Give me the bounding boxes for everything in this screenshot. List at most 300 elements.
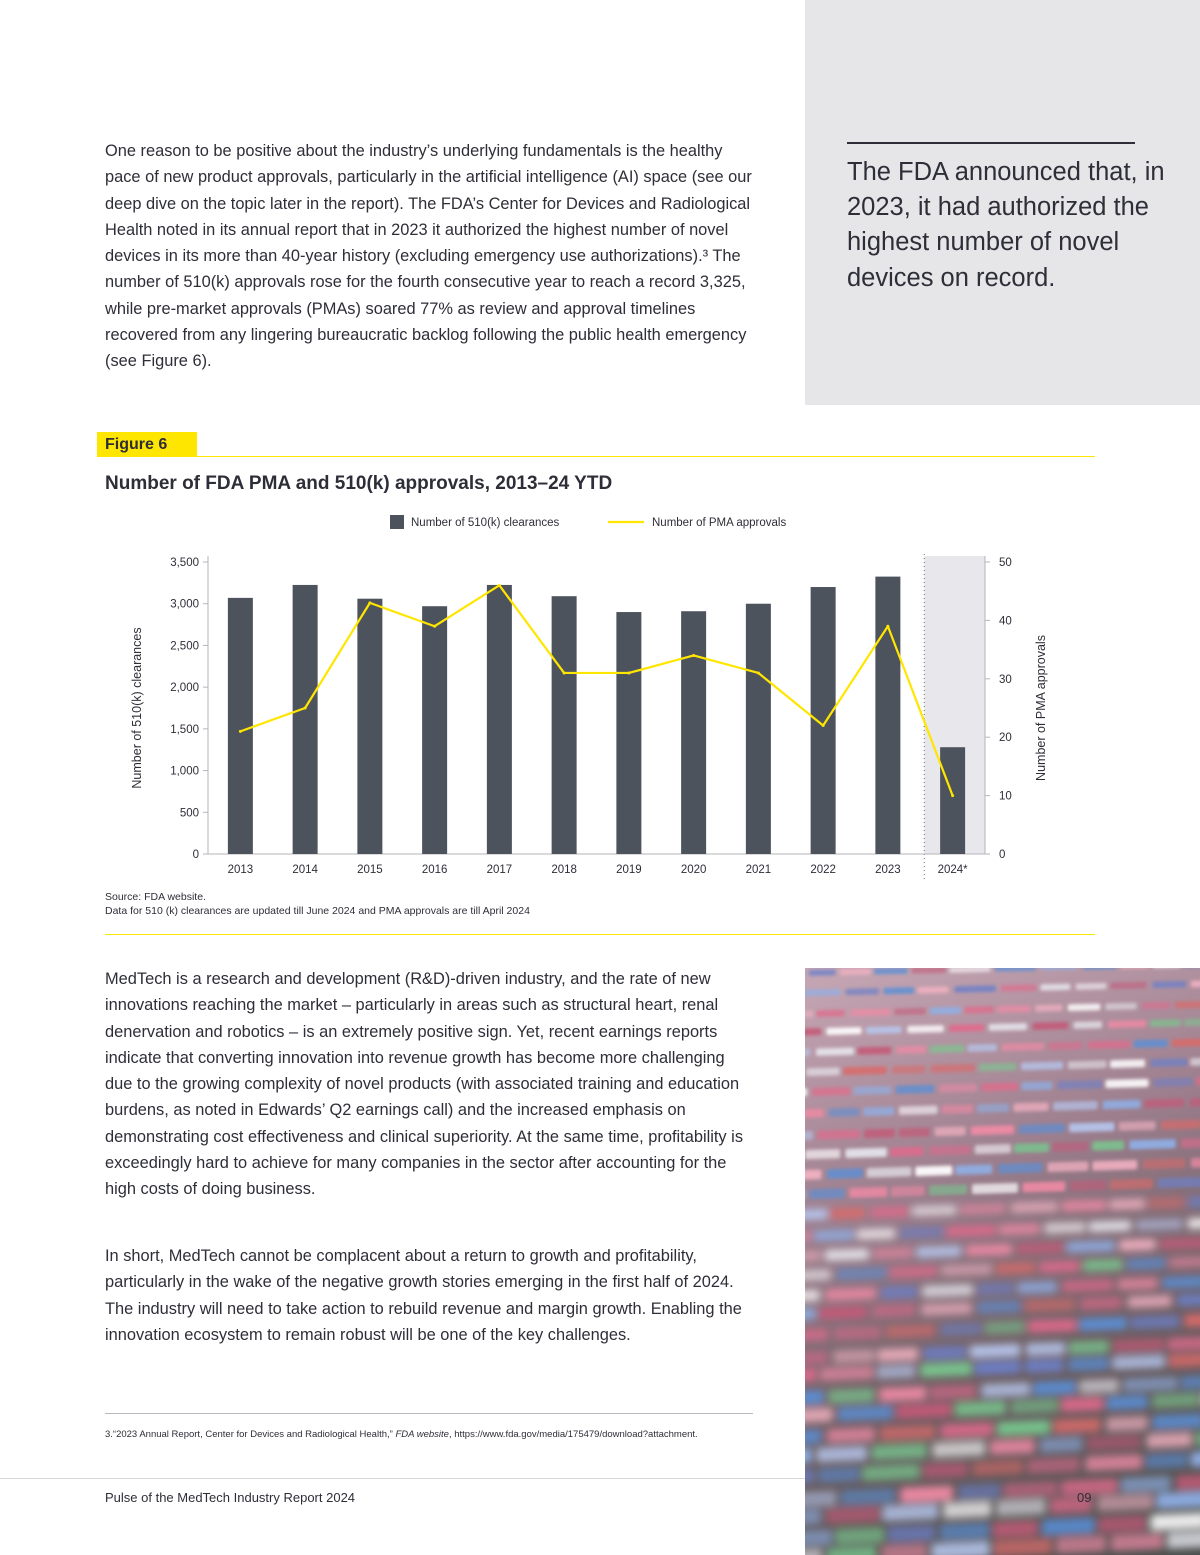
gel-band	[1191, 1157, 1200, 1168]
gel-band	[1011, 1398, 1058, 1414]
gel-band	[806, 1067, 839, 1076]
intro-paragraph: One reason to be positive about the industry’s underlying fundamentals is the healthy pace of new product approvals, particularly in the artificial intelligence (AI) space (see our deep dive on the topic later in the report). The FDA’s Center for Devices and Radiological Health noted in its annual report that in 2023 it authorized the highest number of novel devices in its more than 40-year history (excluding emergency use authorizations).³ The number of 510(k) approvals rose for the fourth consecutive year to reach a record 3,325, while pre-market approvals (PMAs) soared 77% as review and approval timelines recovered from any lingering bureaucratic backlog following the public health emergency (see Figure 6).	[105, 142, 752, 371]
summary-paragraph: In short, MedTech cannot be complacent about a return to growth and profitability, particularly in the wake of the negative growth stories emerging in the first half of 2024. The industry will need to take action to rebuild revenue and margin growth. Enabling the innovation ecosystem to remain robust will be one of the key challenges.	[105, 1247, 742, 1344]
gel-band	[845, 988, 879, 995]
gel-band	[873, 1247, 912, 1259]
gel-band	[929, 1145, 971, 1155]
gel-band	[805, 1289, 819, 1302]
footer-rule	[0, 1478, 805, 1479]
gel-band	[857, 1228, 894, 1240]
gel-band	[975, 1144, 1011, 1154]
pma-point-2014	[304, 707, 307, 710]
gel-band	[1013, 1102, 1048, 1111]
gel-band	[877, 1364, 915, 1378]
gel-band	[816, 1047, 854, 1055]
gel-band	[805, 1328, 828, 1342]
gel-band	[805, 1368, 817, 1383]
gel-band	[1068, 1060, 1107, 1069]
gel-band	[805, 1231, 811, 1243]
gel-band	[1032, 1022, 1068, 1030]
gel-band	[827, 1168, 863, 1179]
pma-point-2021	[757, 671, 760, 674]
approvals-chart	[105, 505, 1095, 885]
gel-band	[836, 1267, 887, 1280]
pma-point-2022	[822, 724, 825, 727]
gel-band	[849, 1187, 887, 1198]
gel-band	[1103, 1100, 1141, 1110]
gel-band	[982, 1382, 1030, 1397]
gel-band	[1156, 1491, 1200, 1509]
gel-band	[1083, 1259, 1122, 1272]
left-tick-label: 1,500	[170, 723, 199, 736]
gel-band	[1142, 1002, 1171, 1009]
gel-band	[805, 1468, 814, 1485]
gel-band	[931, 1541, 989, 1555]
right-tick-label: 30	[999, 673, 1012, 686]
page-number: 09	[1077, 1490, 1092, 1505]
gel-band	[923, 1462, 968, 1479]
gel-band	[930, 1007, 961, 1014]
bar-510k-2020	[681, 611, 706, 854]
gel-band	[1014, 1143, 1049, 1153]
gel-band	[997, 1420, 1050, 1436]
gel-band	[930, 1384, 976, 1399]
gel-band	[1128, 1295, 1172, 1309]
gel-band	[1168, 1336, 1200, 1350]
gel-band	[1185, 1313, 1200, 1327]
gel-band	[1169, 1256, 1200, 1269]
gel-band	[955, 1401, 1005, 1417]
gel-band	[947, 1225, 996, 1237]
gel-band	[894, 1008, 926, 1015]
gel-band	[1181, 1138, 1200, 1148]
x-tick-label: 2024*	[937, 864, 968, 876]
gel-band	[979, 1063, 1017, 1072]
pma-point-2024	[951, 794, 954, 797]
gel-band	[1177, 1293, 1200, 1307]
gel-band	[838, 1405, 893, 1421]
gel-band	[1131, 1315, 1179, 1329]
gel-band	[997, 1005, 1031, 1013]
x-tick-label: 2015	[357, 864, 383, 876]
gel-band	[1011, 1201, 1057, 1213]
gel-band	[971, 1125, 1014, 1135]
gel-band	[929, 1184, 967, 1195]
gel-band	[825, 1249, 869, 1261]
gel-band	[1160, 1237, 1200, 1250]
pma-point-2020	[692, 654, 695, 657]
gel-band	[941, 1422, 993, 1438]
gel-band	[973, 1459, 1024, 1476]
gel-band	[864, 1129, 895, 1139]
gel-band	[863, 1107, 894, 1116]
x-tick-label: 2019	[616, 864, 642, 876]
footnote-prefix: 3.“2023 Annual Report, Center for Devices and Radiological Health,”	[105, 1429, 396, 1440]
rd-paragraph: MedTech is a research and development (R&D)-driven industry, and the rate of new innovations reaching the market – particularly in areas such as structural heart, renal denervation and robotics – is an extremely positive sign. Yet, recent earnings reports indicate that converting innovation into revenue growth has become more challenging due to the growing complexity of novel products (with associated training and education burdens, as noted in Edwards’ Q2 earnings call) and the increased emphasis on demonstrating cost effectiveness and clinical superiority. At the same time, profitability is exceedingly hard to achieve for many companies in the sector after accounting for the high costs of doing business.	[105, 970, 744, 1199]
bar-510k-2013	[228, 598, 253, 854]
pma-point-2023	[886, 625, 889, 628]
gel-band	[805, 1149, 840, 1159]
gel-band	[918, 986, 949, 993]
gel-band	[825, 1287, 875, 1300]
gel-band	[809, 969, 836, 976]
gel-band	[805, 1010, 813, 1017]
gel-band	[923, 1346, 966, 1360]
gel-band	[833, 1349, 874, 1363]
gel-band	[1143, 1158, 1186, 1169]
gel-band	[817, 1130, 860, 1140]
gel-band	[1154, 1078, 1193, 1087]
gel-band	[1016, 1242, 1063, 1255]
gel-band	[1121, 968, 1149, 969]
gel-band	[996, 1499, 1045, 1517]
gel-band	[1184, 1018, 1200, 1026]
gel-band	[1148, 1197, 1184, 1208]
gel-band	[1027, 1457, 1079, 1474]
gel-band	[866, 1026, 902, 1034]
gel-band	[916, 1245, 961, 1257]
bar-510k-2015	[357, 599, 382, 854]
gel-band	[896, 1403, 951, 1419]
pma-point-2016	[433, 625, 436, 628]
gel-band	[805, 1429, 821, 1445]
gel-band	[975, 1360, 1021, 1375]
gel-band	[1144, 1098, 1184, 1108]
gel-band	[812, 1087, 850, 1096]
gel-band	[912, 1205, 956, 1217]
gel-band	[1127, 1257, 1166, 1270]
right-tick-label: 20	[999, 732, 1012, 745]
gel-band	[1025, 1359, 1063, 1373]
footnote-source: FDA website	[395, 1429, 449, 1440]
gel-band	[1052, 1142, 1087, 1152]
gel-band	[958, 1483, 1000, 1500]
gel-band	[993, 1520, 1038, 1538]
gel-band	[805, 1049, 810, 1057]
gel-band	[1111, 982, 1147, 989]
gel-band	[871, 1206, 908, 1217]
gel-band	[1119, 1239, 1155, 1251]
x-tick-label: 2021	[745, 864, 772, 876]
gel-band	[981, 1082, 1018, 1091]
gel-band	[1073, 1021, 1102, 1029]
gel-band	[1191, 980, 1200, 987]
bar-510k-2014	[293, 585, 318, 854]
pma-point-2018	[563, 671, 566, 674]
gel-band	[883, 1503, 939, 1521]
pma-point-2019	[627, 671, 630, 674]
gel-band	[883, 987, 914, 994]
gel-band	[805, 1308, 816, 1321]
gel-band	[1035, 1004, 1062, 1011]
gel-band	[1062, 1200, 1106, 1212]
gel-band	[1053, 1101, 1097, 1111]
gel-band	[1150, 1019, 1181, 1027]
gel-band	[1176, 1473, 1200, 1490]
gel-band	[1145, 1452, 1187, 1469]
footer-title: Pulse of the MedTech Industry Report 2024	[105, 1490, 356, 1505]
gel-band	[805, 1509, 821, 1527]
gel-band	[942, 1104, 974, 1113]
gel-band	[1190, 1097, 1200, 1106]
gel-band	[935, 1126, 966, 1136]
gel-band	[1196, 1076, 1200, 1085]
gel-band	[1153, 981, 1187, 988]
gel-band	[1080, 1296, 1122, 1309]
gel-band	[826, 1506, 880, 1524]
gel-band	[854, 1086, 891, 1095]
gel-band	[1168, 1352, 1200, 1367]
gel-band	[1089, 1220, 1131, 1232]
legend-510k-swatch	[390, 515, 404, 529]
gel-band	[1025, 1298, 1075, 1312]
gel-band	[1113, 1338, 1165, 1353]
gel-band	[882, 1544, 928, 1555]
gel-band	[1105, 1079, 1148, 1088]
gel-band	[1069, 1340, 1109, 1354]
gel-band	[943, 1501, 991, 1519]
gel-band	[805, 1529, 832, 1547]
right-tick-label: 40	[999, 615, 1012, 628]
gel-band	[845, 1148, 887, 1158]
gel-band	[805, 1351, 828, 1366]
pma-point-2013	[239, 730, 242, 733]
gel-band	[1118, 1277, 1158, 1290]
gel-band	[892, 1065, 925, 1074]
gel-band	[921, 1362, 972, 1377]
pma-approvals-line	[240, 585, 952, 795]
right-tick-label: 0	[999, 849, 1006, 861]
gel-band	[819, 1306, 867, 1320]
gel-band	[841, 1488, 896, 1506]
gel-band	[966, 1244, 1011, 1256]
gel-band	[915, 1165, 952, 1176]
x-tick-label: 2022	[810, 864, 836, 876]
gel-band	[873, 1304, 916, 1318]
gel-band	[1048, 1042, 1083, 1050]
gel-band	[1069, 1357, 1109, 1372]
x-tick-label: 2013	[227, 864, 254, 876]
gel-band	[805, 1088, 807, 1097]
gel-band	[805, 1549, 822, 1555]
gel-band	[1111, 1533, 1164, 1552]
gel-band	[805, 1408, 832, 1424]
gel-band	[829, 1388, 874, 1403]
gel-band	[1151, 1058, 1187, 1067]
gel-band	[899, 1127, 930, 1137]
gel-band	[977, 1300, 1021, 1314]
gel-band	[830, 1208, 865, 1219]
right-tick-label: 10	[999, 790, 1012, 803]
gel-band	[1121, 1476, 1171, 1493]
gel-band	[1188, 1196, 1200, 1208]
left-tick-label: 3,500	[170, 557, 199, 569]
gel-band	[1088, 1040, 1130, 1048]
gel-band	[867, 1167, 912, 1178]
gel-band	[1110, 1059, 1145, 1068]
gel-band	[858, 1047, 892, 1055]
x-tick-label: 2017	[486, 864, 513, 876]
gel-band	[816, 1010, 845, 1017]
gel-band	[1067, 1240, 1115, 1253]
gel-band	[941, 1322, 982, 1336]
gel-band	[1147, 1432, 1192, 1448]
gel-band	[891, 1186, 925, 1197]
bar-510k-2024	[940, 747, 965, 854]
gel-band	[1195, 1430, 1200, 1446]
gel-band	[827, 1546, 876, 1555]
gel-band	[814, 1229, 854, 1241]
gel-band	[1175, 1001, 1200, 1008]
gel-band	[843, 1066, 887, 1075]
gel-band	[899, 1226, 943, 1238]
gel-band	[805, 1209, 827, 1221]
gel-band	[1188, 1217, 1200, 1229]
gel-band	[881, 1286, 918, 1299]
gel-band	[1056, 1535, 1106, 1553]
bar-510k-2019	[616, 612, 641, 854]
gel-band	[805, 1250, 821, 1262]
x-tick-label: 2014	[292, 864, 318, 876]
gel-band	[1068, 1004, 1101, 1011]
left-tick-label: 1,000	[170, 765, 199, 778]
gel-band	[955, 1164, 992, 1175]
left-axis-title: Number of 510(k) clearances	[130, 627, 144, 789]
gel-band	[1076, 983, 1107, 990]
gel-band	[1105, 1003, 1136, 1010]
gel-band	[1061, 1397, 1103, 1412]
gel-band	[1134, 1039, 1168, 1047]
gel-band	[805, 1448, 812, 1464]
gel-band	[1018, 1281, 1057, 1294]
gel-band	[1152, 1413, 1200, 1429]
figure-note: Data for 510 (k) clearances are updated till June 2024 and PMA approvals are till April 2024	[105, 905, 530, 917]
gel-band	[1087, 1434, 1141, 1451]
gel-band	[1181, 1375, 1200, 1390]
gel-band	[933, 1441, 985, 1458]
bar-510k-2021	[746, 604, 771, 854]
gel-band	[810, 1188, 845, 1199]
gel-band	[1021, 1061, 1063, 1070]
gel-band	[1097, 1494, 1153, 1512]
gel-band	[1070, 1180, 1107, 1191]
gel-band	[976, 1282, 1013, 1295]
gel-band	[1161, 1120, 1200, 1130]
gel-band	[1045, 1222, 1086, 1234]
gel-band	[1167, 1530, 1200, 1548]
legend-510k-label: Number of 510(k) clearances	[411, 517, 560, 529]
gel-band	[840, 968, 871, 975]
gel-band	[1106, 1416, 1147, 1432]
gel-band	[1041, 968, 1078, 971]
gel-band	[968, 1044, 997, 1052]
gel-band	[921, 1302, 971, 1316]
gel-band	[817, 1446, 867, 1463]
x-tick-label: 2020	[680, 864, 707, 876]
gel-band	[805, 989, 841, 996]
gel-band	[1151, 1512, 1200, 1530]
gel-band	[820, 1366, 873, 1381]
right-tick-label: 50	[999, 557, 1012, 569]
gel-band	[1062, 1279, 1113, 1292]
gel-band	[896, 1085, 935, 1094]
gel-bands-image	[805, 968, 1200, 1555]
gel-band	[1042, 1517, 1095, 1535]
gel-band	[1033, 1380, 1076, 1395]
footnote-rule	[105, 1413, 753, 1414]
gel-band	[1162, 1276, 1200, 1289]
left-tick-label: 3,000	[170, 598, 199, 611]
gel-band	[805, 1491, 836, 1509]
gel-band	[896, 1046, 926, 1054]
footnote-url[interactable]: , https://www.fda.gov/media/175479/download?attachment.	[448, 1429, 698, 1440]
gel-band	[1092, 1141, 1124, 1151]
gel-band	[1092, 1160, 1137, 1171]
gel-band	[888, 1525, 935, 1543]
bar-510k-2017	[487, 585, 512, 854]
gel-band	[939, 1083, 976, 1092]
gel-band	[1001, 984, 1036, 991]
gel-band	[1002, 1043, 1045, 1051]
gel-band	[1129, 1139, 1176, 1150]
gel-band	[995, 1262, 1035, 1275]
gel-band	[949, 968, 990, 973]
gel-band	[1048, 1161, 1089, 1172]
gel-band	[805, 1390, 824, 1405]
gel-band	[970, 1344, 1020, 1359]
gel-band	[872, 1443, 927, 1460]
gel-band	[1058, 1080, 1103, 1089]
gel-band	[931, 1064, 975, 1073]
gel-band	[862, 1464, 919, 1481]
gel-band	[949, 1024, 984, 1032]
pull-quote: The FDA announced that, in 2023, it had authorized the highest number of novel devices on record.	[847, 158, 1165, 292]
gel-band	[1152, 1393, 1199, 1409]
gel-band	[999, 1223, 1040, 1235]
gel-band	[879, 1386, 926, 1401]
gel-band	[993, 1538, 1052, 1555]
gel-band	[940, 1522, 989, 1540]
bar-510k-2022	[811, 587, 836, 854]
gel-band	[1079, 1317, 1126, 1331]
gel-band	[1191, 1450, 1200, 1467]
gel-band	[954, 985, 995, 992]
pma-point-2015	[368, 601, 371, 604]
bar-510k-2023	[875, 577, 900, 854]
figure-title: Number of FDA PMA and 510(k) approvals, 2013–24 YTD	[105, 473, 613, 494]
gel-band	[890, 1265, 938, 1278]
right-axis-title: Number of PMA approvals	[1034, 635, 1048, 781]
gel-band	[1158, 1177, 1200, 1188]
gel-band	[989, 1023, 1027, 1031]
left-tick-label: 500	[179, 807, 199, 820]
gel-band	[805, 1189, 806, 1200]
gel-band	[1040, 1260, 1079, 1273]
gel-band	[901, 1485, 953, 1502]
left-tick-label: 0	[192, 849, 199, 861]
gel-band	[835, 1527, 884, 1545]
gel-band	[850, 1009, 891, 1017]
gel-band	[907, 1025, 944, 1033]
gel-band	[1113, 1355, 1165, 1370]
gel-band	[1023, 1181, 1066, 1192]
gel-band	[972, 1183, 1018, 1194]
gel-band	[1107, 1395, 1148, 1410]
gel-band	[985, 1321, 1024, 1335]
x-tick-label: 2018	[551, 864, 577, 876]
pull-quote-box	[805, 0, 1200, 405]
gel-band	[1123, 1376, 1177, 1392]
